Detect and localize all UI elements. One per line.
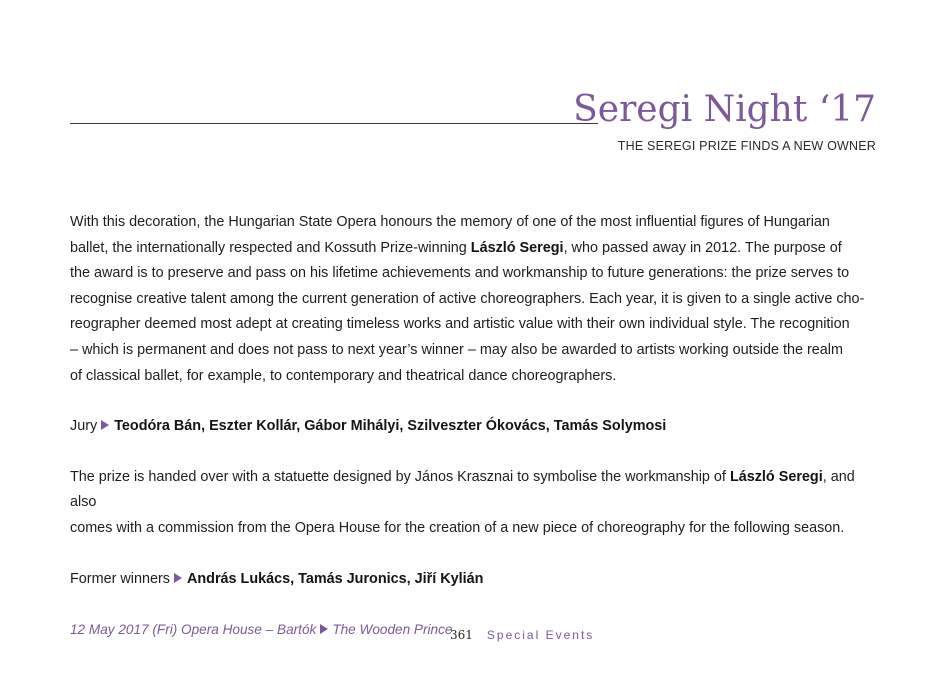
- intro-line: – which is permanent and does not pass to next year’s winner – may also be awarded to artists working outside the realm: [70, 341, 843, 358]
- intro-line: With this decoration, the Hungarian State Opera honours the memory of one of the most influential figures of Hungarian: [70, 214, 830, 230]
- jury-label: Jury: [70, 418, 98, 435]
- intro-line: recognise creative talent among the current generation of active choreographers. Each year, it is given to a single active cho-: [70, 290, 865, 307]
- intro-line: ballet, the internationally respected and Kossuth Prize-winning: [70, 239, 471, 256]
- arrow-right-icon: [174, 573, 182, 583]
- arrow-right-icon: [320, 624, 328, 634]
- prize-text: The prize is handed over with a statuette designed by János Krasznai to symbolise the workmanship of: [70, 468, 730, 485]
- page-subtitle: THE SEREGI PRIZE FINDS A NEW OWNER: [617, 139, 876, 153]
- page-title: Seregi Night ‘17: [573, 89, 876, 130]
- prize-paragraph: [70, 465, 870, 542]
- page-footer: [450, 627, 594, 643]
- event-date-venue: 12 May 2017 (Fri) Opera House – Bartók: [70, 622, 317, 638]
- intro-line: of classical ballet, for example, to contemporary and theatrical dance choreographers.: [70, 367, 617, 384]
- former-winners-label: Former winners: [70, 570, 170, 587]
- article-body: [70, 210, 870, 643]
- laszlo-seregi-name: László Seregi: [729, 468, 823, 485]
- former-winners-names: András Lukács, Tamás Juronics, Jiří Kylián: [186, 570, 484, 587]
- prize-text: comes with a commission from the Opera House for the creation of a new piece of choreography for the following season.: [70, 519, 845, 536]
- intro-line: , who passed away in 2012. The purpose of: [563, 239, 842, 256]
- jury-members: Teodóra Bán, Eszter Kollár, Gábor Mihályi, Szilveszter Ókovács, Tamás Solymosi: [114, 418, 667, 435]
- laszlo-seregi-name: László Seregi: [470, 239, 564, 256]
- section-name: Special Events: [486, 628, 595, 642]
- page-number: 361: [450, 628, 473, 642]
- jury-line: [70, 414, 870, 440]
- intro-line: the award is to preserve and pass on his lifetime achievements and workmanship to future generations: the prize serves to: [70, 265, 850, 282]
- header-rule: [70, 123, 598, 124]
- intro-line: reographer deemed most adept at creating timeless works and artistic value with their own individual style. The recognition: [70, 316, 850, 333]
- prize-text: , and also: [70, 468, 855, 511]
- event-title: The Wooden Prince: [332, 622, 453, 638]
- arrow-right-icon: [101, 420, 109, 430]
- former-winners-line: [70, 567, 870, 593]
- intro-paragraph: [70, 210, 870, 389]
